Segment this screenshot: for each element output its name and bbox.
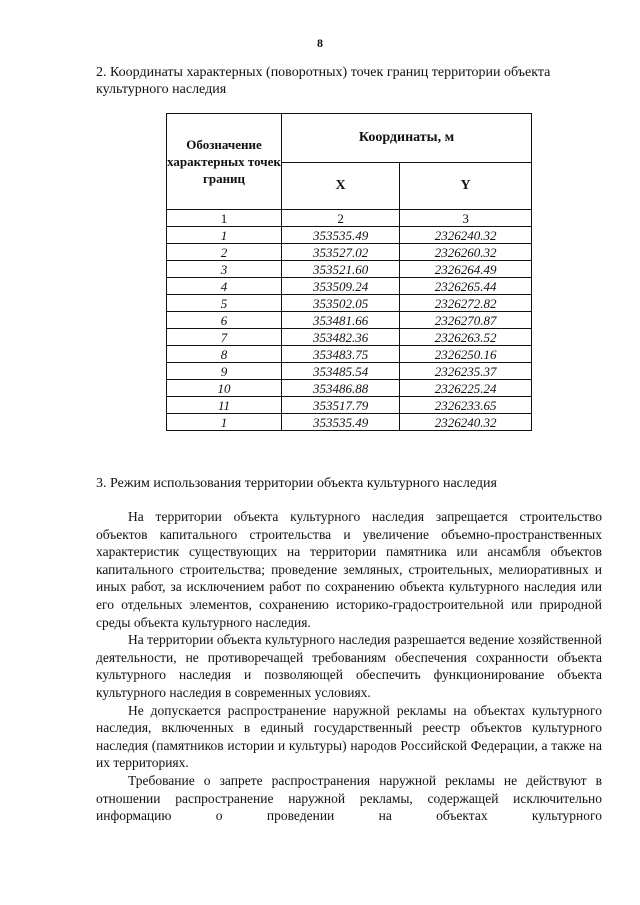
header-point-label: Обозначение характерных точек границ	[167, 114, 282, 210]
x-cell: 353483.75	[282, 346, 400, 363]
column-number: 3	[400, 210, 532, 227]
x-cell: 353521.60	[282, 261, 400, 278]
column-number: 2	[282, 210, 400, 227]
x-cell: 353485.54	[282, 363, 400, 380]
x-cell: 353535.49	[282, 414, 400, 431]
y-cell: 2326240.32	[400, 227, 532, 244]
table-row	[167, 295, 532, 312]
table-row	[167, 414, 532, 431]
paragraph: На территории объекта культурного наследия разрешается ведение хозяйственной деятельности, не противоречащей требованиям обеспечения сохранности объекта культурного наследия и позволяющей обеспечить функционирование объекта культурного наследия в современных условиях.	[96, 632, 602, 700]
paragraph: Не допускается распространение наружной рекламы на объектах культурного наследия, включенных в единый государственный реестр объектов культурного наследия (памятников истории и культуры) народов Российской Федерации, а также на их территориях.	[96, 702, 602, 771]
point-cell: 9	[167, 363, 282, 380]
header-coordinates-group: Координаты, м	[282, 114, 532, 163]
coordinates-table	[166, 113, 532, 431]
table-row	[167, 244, 532, 261]
x-cell: 353535.49	[282, 227, 400, 244]
paragraph: Требование о запрете распространения наружной рекламы не действуют в отношении распространение наружной рекламы, содержащей исключительно информацию о проведении на объектах культурного	[96, 772, 602, 824]
y-cell: 2326272.82	[400, 295, 532, 312]
header-y: Y	[400, 163, 532, 210]
table-row	[167, 227, 532, 244]
x-cell: 353482.36	[282, 329, 400, 346]
point-cell: 10	[167, 380, 282, 397]
y-cell: 2326250.16	[400, 346, 532, 363]
x-cell: 353527.02	[282, 244, 400, 261]
y-cell: 2326240.32	[400, 414, 532, 431]
point-cell: 7	[167, 329, 282, 346]
table-row	[167, 346, 532, 363]
header-x: X	[282, 163, 400, 210]
page-number: 8	[317, 36, 323, 50]
x-cell: 353481.66	[282, 312, 400, 329]
x-cell: 353486.88	[282, 380, 400, 397]
table-row	[167, 312, 532, 329]
column-number-row	[167, 210, 532, 227]
paragraph: На территории объекта культурного наследия запрещается строительство объектов капитального строительства и увеличение объемно-пространственных характеристик существующих на территории памятника или ансамбля объектов капитального строительства; проведение земляных, строительных, мелиоративных и иных работ, за исключением работ по сохранению объекта культурного наследия или его отдельных элементов, сохранению историко-градостроительной или природной среды объекта культурного наследия.	[96, 509, 602, 630]
x-cell: 353509.24	[282, 278, 400, 295]
y-cell: 2326265.44	[400, 278, 532, 295]
column-number: 1	[167, 210, 282, 227]
point-cell: 4	[167, 278, 282, 295]
table-row	[167, 363, 532, 380]
section-2-title: 2. Координаты характерных (поворотных) точек границ территории объекта культурного наследия	[96, 65, 551, 97]
point-cell: 5	[167, 295, 282, 312]
point-cell: 8	[167, 346, 282, 363]
y-cell: 2326235.37	[400, 363, 532, 380]
table-row	[167, 261, 532, 278]
x-cell: 353502.05	[282, 295, 400, 312]
section-3-body	[96, 508, 602, 825]
table-row	[167, 397, 532, 414]
table-row	[167, 278, 532, 295]
point-cell: 1	[167, 227, 282, 244]
y-cell: 2326260.32	[400, 244, 532, 261]
point-cell: 3	[167, 261, 282, 278]
table-row	[167, 329, 532, 346]
x-cell: 353517.79	[282, 397, 400, 414]
point-cell: 6	[167, 312, 282, 329]
table-row	[167, 380, 532, 397]
section-3-title: 3. Режим использования территории объекта культурного наследия	[96, 476, 497, 491]
y-cell: 2326263.52	[400, 329, 532, 346]
point-cell: 11	[167, 397, 282, 414]
point-cell: 1	[167, 414, 282, 431]
y-cell: 2326270.87	[400, 312, 532, 329]
y-cell: 2326225.24	[400, 380, 532, 397]
y-cell: 2326233.65	[400, 397, 532, 414]
point-cell: 2	[167, 244, 282, 261]
y-cell: 2326264.49	[400, 261, 532, 278]
